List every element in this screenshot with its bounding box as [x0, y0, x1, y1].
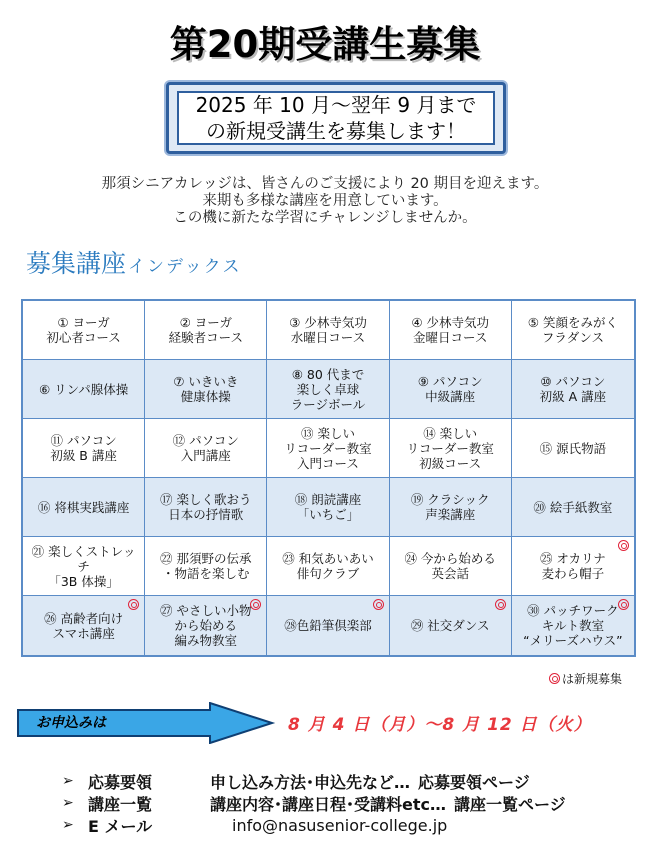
course-label: ② ヨーガ 経験者コース — [168, 315, 243, 345]
new-mark-icon — [250, 599, 261, 610]
info-label: 講座一覧 — [88, 794, 153, 814]
course-label: ⑰ 楽しく歌おう 日本の抒情歌 — [160, 492, 252, 522]
course-cell — [145, 419, 267, 478]
intro-line-3: この機に新たな学習にチャレンジしませんか。 — [173, 210, 477, 226]
course-cell — [145, 301, 267, 360]
course-cell — [390, 537, 512, 596]
course-label: ㉓ 和気あいあい 俳句クラブ — [282, 551, 374, 581]
period-line-2: の新規受講生を募集します！ — [206, 119, 466, 143]
email-link[interactable]: info@nasusenior-college.jp — [232, 815, 448, 835]
course-cell — [145, 596, 267, 655]
period-line-1: 2025 年 10 月～翌年 9 月まで — [195, 93, 477, 117]
course-cell — [390, 478, 512, 537]
period-inner — [177, 91, 495, 145]
course-cell — [23, 596, 145, 655]
course-cell — [512, 478, 634, 537]
new-mark-icon — [618, 599, 629, 610]
course-label: ⑳ 絵手紙教室 — [533, 499, 613, 515]
intro-text — [0, 176, 650, 227]
course-list-page-link[interactable]: 講座一覧ページ — [454, 794, 566, 814]
bullet-arrow-icon: ➢ — [62, 795, 74, 811]
course-label: ⑮ 源氏物語 — [539, 440, 607, 456]
course-label: ⑧ 80 代まで 楽しく卓球 ラージボール — [290, 366, 366, 412]
info-list — [62, 770, 642, 836]
info-row-guidelines — [62, 770, 642, 792]
course-label: ⑨ パソコン 中級講座 — [417, 374, 483, 404]
course-cell — [267, 478, 389, 537]
course-grid — [21, 299, 636, 657]
course-label: ③ 少林寺気功 水曜日コース — [289, 315, 367, 345]
index-heading — [26, 244, 242, 280]
course-label: ⑬ 楽しい リコーダー教室 入門コース — [284, 425, 372, 471]
legend-text: は新規募集 — [561, 672, 622, 686]
info-row-email — [62, 814, 642, 836]
course-label: ⑭ 楽しい リコーダー教室 初級コース — [406, 425, 494, 471]
course-label: ㉗ やさしい小物 から始める 編み物教室 — [160, 603, 252, 648]
new-mark-icon — [549, 673, 560, 684]
course-cell — [23, 419, 145, 478]
info-label: E メール — [88, 816, 153, 836]
course-cell — [512, 419, 634, 478]
course-label: ⑲ クラシック 声楽講座 — [410, 492, 490, 522]
course-label: ① ヨーガ 初心者コース — [46, 315, 121, 345]
info-row-course-list — [62, 792, 642, 814]
course-label: ⑦ いきいき 健康体操 — [173, 374, 239, 404]
course-cell — [512, 360, 634, 419]
intro-line-2: 来期も多様な講座を用意しています。 — [202, 193, 448, 209]
course-cell — [267, 360, 389, 419]
course-label: ㉔ 今から始める 英会話 — [404, 551, 496, 581]
course-cell — [267, 419, 389, 478]
legend — [549, 670, 622, 687]
course-label: ㉑ 楽しくストレッチ 「3B 体操」 — [31, 543, 136, 589]
course-cell — [267, 596, 389, 655]
course-label: ④ 少林寺気功 金曜日コース — [411, 315, 490, 345]
course-cell — [23, 478, 145, 537]
index-heading-main: 募集講座 — [26, 249, 127, 278]
course-label: ㉙ 社交ダンス — [410, 618, 490, 633]
course-cell — [390, 596, 512, 655]
course-label: ⑤ 笑顔をみがく フラダンス — [527, 315, 618, 345]
course-cell — [23, 360, 145, 419]
course-cell — [512, 301, 634, 360]
course-cell — [267, 301, 389, 360]
course-label: ㉖ 高齢者向け スマホ講座 — [44, 610, 124, 641]
info-desc: 講座内容･講座日程･受講料etc… — [210, 794, 446, 814]
new-mark-icon — [373, 599, 384, 610]
course-label: ⑩ パソコン 初級 A 講座 — [539, 374, 607, 404]
new-mark-icon — [618, 540, 629, 551]
bullet-arrow-icon: ➢ — [62, 817, 74, 833]
course-label: ⑯ 将棋実践講座 — [37, 499, 130, 515]
info-label: 応募要領 — [88, 772, 153, 792]
course-label: ⑪ パソコン 初級 B 講座 — [50, 433, 117, 463]
new-mark-icon — [495, 599, 506, 610]
course-cell — [512, 537, 634, 596]
course-label: ㉘色鉛筆倶楽部 — [284, 618, 372, 633]
course-label: ⑫ パソコン 入門講座 — [172, 433, 239, 463]
course-cell — [145, 360, 267, 419]
new-mark-icon — [128, 599, 139, 610]
info-desc: 申し込み方法･申込先など… — [210, 772, 411, 792]
course-label: ⑱ 朗読講座 「いちご」 — [294, 492, 362, 522]
course-cell — [390, 419, 512, 478]
course-cell — [23, 301, 145, 360]
course-label: ㉒ 那須野の伝承 ・物語を楽しむ — [160, 551, 252, 581]
guidelines-page-link[interactable]: 応募要領ページ — [418, 772, 530, 792]
index-heading-sub: インデックス — [128, 257, 242, 277]
apply-dates: 8 月 4 日（月）～8 月 12 日（火） — [288, 715, 592, 735]
course-label: ㉚ パッチワーク キルト教室 “メリーズハウス” — [523, 603, 623, 648]
course-cell — [145, 537, 267, 596]
bullet-arrow-icon: ➢ — [62, 773, 74, 789]
course-cell — [145, 478, 267, 537]
apply-label: お申込みは — [36, 715, 106, 731]
course-cell — [267, 537, 389, 596]
course-label: ㉕ オカリナ 麦わら帽子 — [539, 551, 606, 581]
period-box — [166, 82, 506, 154]
intro-line-1: 那須シニアカレッジは、皆さんのご支援により 20 期目を迎えます。 — [101, 176, 549, 192]
course-cell — [512, 596, 634, 655]
course-label: ⑥ リンパ腺体操 — [38, 381, 129, 397]
course-cell — [23, 537, 145, 596]
course-cell — [390, 301, 512, 360]
course-cell — [390, 360, 512, 419]
page-title: 第20期受講生募集 — [169, 23, 481, 66]
